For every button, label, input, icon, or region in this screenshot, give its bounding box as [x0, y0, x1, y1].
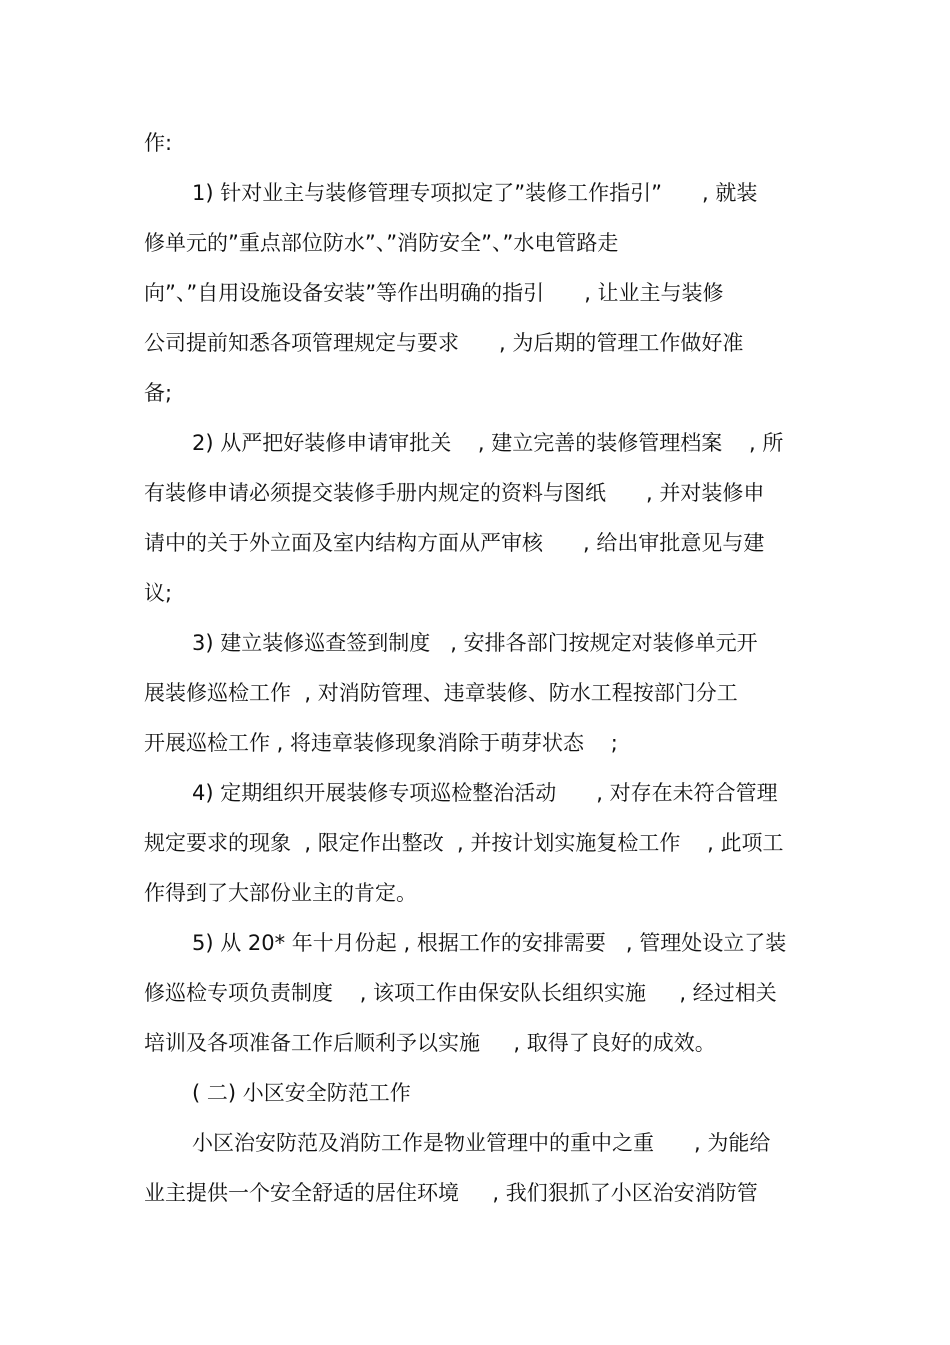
item-2-line-1: 2) 从严把好装修申请审批关 , 建立完善的装修管理档案 , 所 [192, 431, 784, 455]
item-2-line-2: 有装修申请必须提交装修手册内规定的资料与图纸 , 并对装修申 [144, 481, 765, 505]
item-3-line-2: 展装修巡检工作 , 对消防管理、违章装修、防水工程按部门分工 [144, 681, 738, 705]
item-1-line-1: 1) 针对业主与装修管理专项拟定了”装修工作指引” , 就装 [192, 181, 758, 205]
item-5-line-2: 修巡检专项负责制度 , 该项工作由保安队长组织实施 , 经过相关 [144, 981, 777, 1005]
text-line-1: 作: [144, 131, 173, 155]
paragraph-line-2: 业主提供一个安全舒适的居住环境 , 我们狠抓了小区治安消防管 [144, 1181, 758, 1205]
item-4-line-1: 4) 定期组织开展装修专项巡检整治活动 , 对存在未符合管理 [192, 781, 778, 805]
item-1-line-4: 公司提前知悉各项管理规定与要求 , 为后期的管理工作做好准 [144, 331, 744, 355]
item-4-line-2: 规定要求的现象 , 限定作出整改 , 并按计划实施复检工作 , 此项工 [144, 831, 784, 855]
item-1-line-5: 备; [144, 381, 173, 405]
item-2-line-3: 请中的关于外立面及室内结构方面从严审核 , 给出审批意见与建 [144, 531, 765, 555]
paragraph-line-1: 小区治安防范及消防工作是物业管理中的重中之重 , 为能给 [192, 1131, 771, 1155]
item-2-line-4: 议; [144, 581, 173, 605]
item-5-line-1: 5) 从 20* 年十月份起 , 根据工作的安排需要 , 管理处设立了装 [192, 931, 787, 955]
item-5-line-3: 培训及各项准备工作后顺利予以实施 , 取得了良好的成效。 [144, 1031, 716, 1055]
item-3-line-1: 3) 建立装修巡查签到制度 , 安排各部门按规定对装修单元开 [192, 631, 758, 655]
item-1-line-3: 向”、”自用设施设备安装”等作出明确的指引 , 让业主与装修 [144, 281, 724, 305]
item-1-line-2: 修单元的”重点部位防水”、”消防安全”、”水电管路走 [144, 231, 619, 255]
item-3-line-3: 开展巡检工作 , 将违章装修现象消除于萌芽状态 ; [144, 731, 618, 755]
item-4-line-3: 作得到了大部份业主的肯定。 [144, 881, 417, 905]
section-heading: ( 二) 小区安全防范工作 [192, 1081, 411, 1105]
